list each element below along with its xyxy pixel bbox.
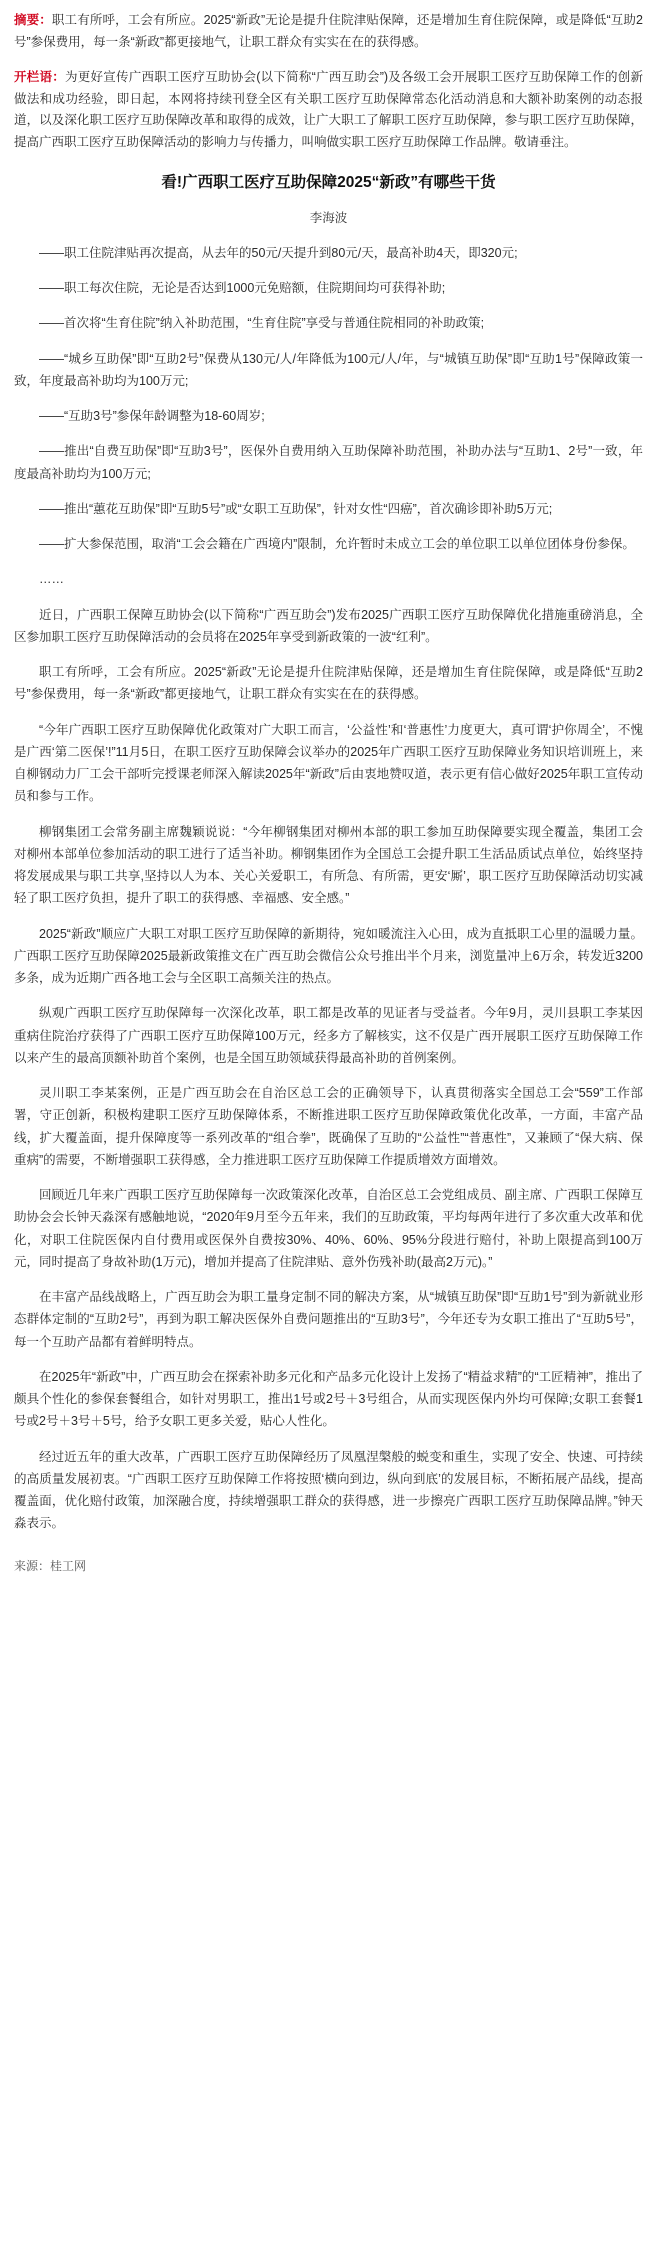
abstract-block xyxy=(14,10,643,53)
column-note-text: 为更好宣传广西职工医疗互助协会(以下简称“广西互助会”)及各级工会开展职工医疗互助保障工作的创新做法和成功经验，即日起，本网将持续刊登全区有关职工医疗互助保障常态化活动消息和大额补助案例的动态报道，以及深化职工医疗互助保障改革和取得的成效，让广大职工了解职工医疗互助保障，参与职工医疗互助保障，提高广西职工医疗互助保障活动的影响力与传播力，叫响做实职工医疗互助保障工作品牌。敬请垂注。 xyxy=(14,70,643,149)
bullet-item: ——职工每次住院，无论是否达到1000元免赔额，住院期间均可获得补助; xyxy=(39,281,446,296)
bullet-item: ——“城乡互助保”即“互助2号”保费从130元/人/年降低为100元/人/年，与“城镇互助保”即“互助1号”保障政策一致，年度最高补助均为100万元; xyxy=(14,351,643,388)
abstract-label: 摘要： xyxy=(14,13,52,27)
body-paragraph: 职工有所呼，工会有所应。2025“新政”无论是提升住院津贴保障，还是增加生育住院保障，或是降低“互助2号”参保费用，每一条“新政”都更接地气，让职工群众有实实在在的获得感。 xyxy=(14,665,643,702)
bullet-item: ——首次将“生育住院”纳入补助范围，“生育住院”享受与普通住院相同的补助政策; xyxy=(39,316,485,331)
page-title: 看!广西职工医疗互助保障2025“新政”有哪些干货 xyxy=(161,174,496,191)
bullet-item: ——职工住院津贴再次提高，从去年的50元/天提升到80元/天，最高补助4天，即320元; xyxy=(39,245,518,260)
body-paragraph: 在丰富产品线战略上，广西互助会为职工量身定制不同的解决方案，从“城镇互助保”即“互助1号”到为新就业形态群体定制的“互助2号”，再到为职工解决医保外自费问题推出的“互助3号”，今年还专为女职工推出了“互助5号”，每一个互助产品都有着鲜明特点。 xyxy=(14,1290,643,1349)
source-line: 来源：桂工网 xyxy=(14,1558,87,1573)
body-paragraph: 纵观广西职工医疗互助保障每一次深化改革，职工都是改革的见证者与受益者。今年9月，灵川县职工李某因重病住院治疗获得了广西职工医疗互助保障100万元，经多方了解核实，这不仅是广西开展职工医疗互助保障工作以来产生的最高顶额补助首个案例，也是全国互助领域获得最高补助的首例案例。 xyxy=(14,1006,643,1065)
bullet-item: ——“互助3号”参保年龄调整为18-60周岁; xyxy=(39,409,265,424)
column-note-block xyxy=(14,67,643,153)
bullet-item: ——推出“蕙花互助保”即“互助5号”或“女职工互助保”，针对女性“四癌”，首次确诊即补助5万元; xyxy=(39,501,553,516)
column-note-label: 开栏语： xyxy=(14,70,65,84)
body-paragraph: 近日，广西职工保障互助协会(以下简称“广西互助会”)发布2025广西职工医疗互助保障优化措施重磅消息，全区参加职工医疗互助保障活动的会员将在2025年享受到新政策的一波“红利”。 xyxy=(14,607,643,644)
ellipsis-marker: …… xyxy=(39,572,64,587)
body-paragraph: 经过近五年的重大改革，广西职工医疗互助保障经历了凤凰涅槃般的蜕变和重生，实现了安全、快速、可持续的高质量发展初衷。“广西职工医疗互助保障工作将按照‘横向到边，纵向到底’的发展目标，不断拓展产品线，提高覆盖面，优化赔付政策，加深融合度，持续增强职工群众的获得感，进一步擦亮广西职工医疗互助保障品牌。”钟天淼表示。 xyxy=(14,1449,643,1531)
body-paragraph: “今年广西职工医疗互助保障优化政策对广大职工而言，‘公益性’和‘普惠性’力度更大，真可谓‘护你周全’，不愧是广西‘第二医保’!”11月5日，在职工医疗互助保障会议举办的2025年广西职工医疗互助保障业务知识培训班上，来自柳钢动力厂工会干部听完授课老师深入解读2025年“新政”后由衷地赞叹道，表示更有信心做好2025年职工宣传动员和参与工作。 xyxy=(14,722,643,804)
body-paragraph: 灵川职工李某案例，正是广西互助会在自治区总工会的正确领导下，认真贯彻落实全国总工会“559”工作部署，守正创新，积极构建职工医疗互助保障体系，不断推进职工医疗互助保障政策优化改革，一方面，丰富产品线，扩大覆盖面，提升保障度等一系列改革的“组合拳”，既确保了互助的“公益性”“普惠性”，又兼顾了“保大病、保重病”的需要，不断增强职工获得感，全力推进职工医疗互助保障工作提质增效方面增效。 xyxy=(14,1086,643,1167)
bullet-item: ——推出“自费互助保”即“互助3号”，医保外自费用纳入互助保障补助范围，补助办法与“互助1、2号”一致，年度最高补助均为100万元; xyxy=(14,444,643,481)
body-paragraph: 回顾近几年来广西职工医疗互助保障每一次政策深化改革，自治区总工会党组成员、副主席、广西职工保障互助协会会长钟天淼深有感触地说，“2020年9月至今五年来，我们的互助政策，平均每两年进行了多次重大改革和优化，对职工住院医保内自付费用或医保外自费按30%、40%、60%、95%分段进行赔付，补助上限提高到100万元，同时提高了身故补助(1万元)，增加并提高了住院津贴、意外伤残补助(最高2万元)。” xyxy=(14,1188,643,1269)
body-paragraph: 2025“新政”顺应广大职工对职工医疗互助保障的新期待，宛如暖流注入心田，成为直抵职工心里的温暖力量。广西职工医疗互助保障2025最新政策推文在广西互助会微信公众号推出半个月来，浏览量冲上6万余，转发近3200多条，成为近期广西各地工会与全区职工高频关注的热点。 xyxy=(14,926,643,986)
abstract-text: 职工有所呼，工会有所应。2025“新政”无论是提升住院津贴保障，还是增加生育住院保障，或是降低“互助2号”参保费用，每一条“新政”都更接地气，让职工群众有实实在在的获得感。 xyxy=(14,13,643,49)
body-paragraph: 柳钢集团工会常务副主席魏颖说说：“今年柳钢集团对柳州本部的职工参加互助保障要实现全覆盖，集团工会对柳州本部单位参加活动的职工进行了适当补助。柳钢集团作为全国总工会提升职工生活品质试点单位，始终坚持将发展成果与职工共享,坚持以人为本、关心关爱职工，有所急、有所需，更安‘厮’，职工医疗互助保障活动切实减轻了职工医疗负担，提升了职工的获得感、幸福感、安全感。” xyxy=(14,824,643,906)
body-paragraph: 在2025年“新政”中，广西互助会在探索补助多元化和产品多元化设计上发扬了“精益求精”的“工匠精神”，推出了颇具个性化的参保套餐组合，如针对男职工，推出1号或2号＋3号组合，从而实现医保内外均可保障;女职工套餐1号或2号＋3号＋5号，给予女职工更多关爱，贴心人性化。 xyxy=(14,1369,643,1429)
byline: 李海波 xyxy=(309,210,348,225)
bullet-item: ——扩大参保范围，取消“工会会籍在广西境内”限制，允许暂时未成立工会的单位职工以单位团体身份参保。 xyxy=(39,537,635,552)
